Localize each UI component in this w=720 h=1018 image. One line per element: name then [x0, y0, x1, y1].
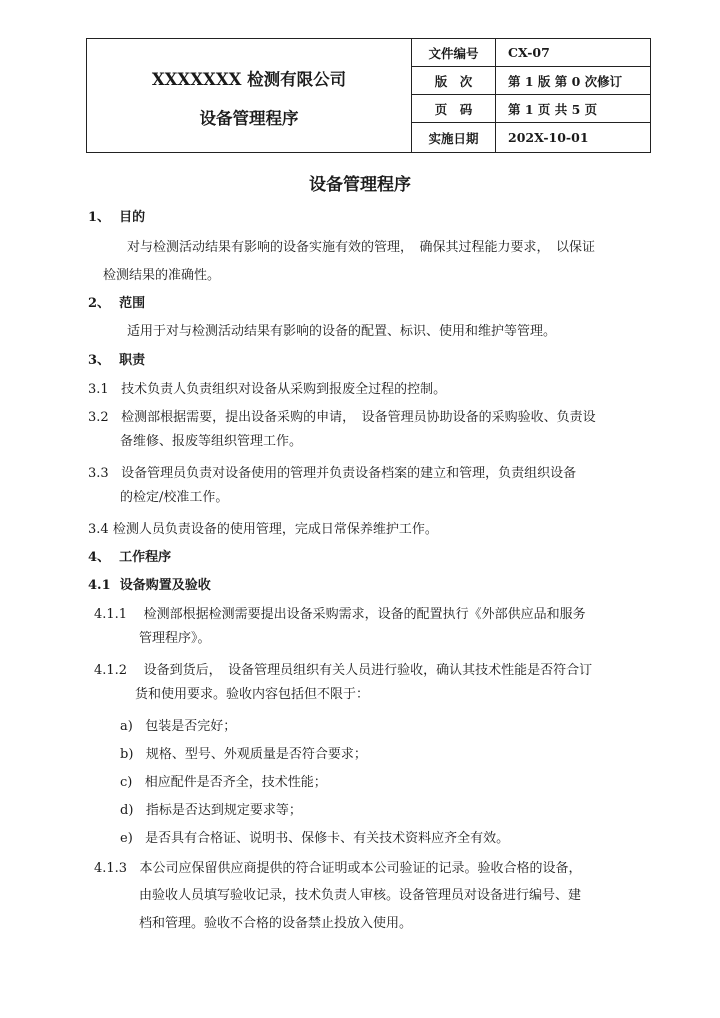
header-value: 第 1 页 共 5 页: [508, 101, 598, 117]
header-left-cell: [87, 39, 412, 152]
subsection-4-1-heading: [88, 574, 211, 593]
header-doc-name: 设备管理程序: [199, 109, 299, 128]
item-marker: e): [120, 831, 133, 846]
item-text: 设备管理员负责对设备使用的管理并负责设备档案的建立和管理，负责组织设备: [121, 466, 577, 481]
item-number: 4.1.2: [94, 663, 128, 678]
list-item-3-3: [88, 462, 576, 481]
section-1-heading: [88, 206, 145, 225]
header-value: 第 1 版 第 0 次修订: [508, 73, 623, 89]
list-item-3-2: [88, 406, 596, 425]
item-number: 3.4: [88, 522, 109, 537]
item-text: 规格、型号、外观质量是否符合要求；: [145, 747, 367, 762]
list-item-4-1-2: [94, 659, 592, 678]
item-text: 检测部根据检测需要提出设备采购需求，设备的配置执行《外部供应品和服务: [143, 607, 586, 622]
item-number: 4.1.1: [94, 607, 128, 622]
header-value: CX-07: [508, 45, 550, 60]
paragraph-line: 备维修、报废等组织管理工作。: [120, 434, 303, 449]
item-number: 3.1: [88, 382, 109, 397]
item-number: 3.2: [88, 410, 109, 425]
section-4-heading: [88, 546, 171, 565]
checklist-item-e: [120, 827, 509, 846]
item-text: 相应配件是否齐全，技术性能；: [144, 775, 327, 790]
paragraph-line: 由验收人员填写验收记录，技术负责人审核。设备管理员对设备进行编号、建: [139, 888, 582, 903]
list-item-3-4: [88, 518, 438, 537]
checklist-item-b: [120, 743, 367, 762]
paragraph-line: 管理程序》。: [139, 631, 211, 646]
list-item-3-1: [88, 378, 446, 397]
header-key: 实施日期: [412, 123, 496, 152]
section-title: 目的: [119, 210, 146, 225]
checklist-item-c: [120, 771, 327, 790]
header-key: 页 码: [412, 95, 496, 122]
paragraph-line: 适用于对与检测活动结果有影响的设备的配置、标识、使用和维护等管理。: [127, 324, 557, 339]
item-text: 本公司应保留供应商提供的符合证明或本公司验证的记录。验收合格的设备，: [139, 861, 582, 876]
item-text: 包装是否完好；: [145, 719, 237, 734]
document-header-table: [86, 38, 651, 153]
item-marker: a): [120, 719, 133, 734]
item-number: 4.1.3: [94, 861, 128, 876]
item-text: 检测部根据需要，提出设备采购的申请， 设备管理员协助设备的采购验收、负责设: [121, 410, 596, 425]
checklist-item-d: [120, 799, 302, 818]
header-row-effective-date: [412, 123, 650, 152]
paragraph-line: 对与检测活动结果有影响的设备实施有效的管理， 确保其过程能力要求， 以保证: [127, 240, 596, 255]
list-item-4-1-3: [94, 857, 582, 876]
section-3-heading: [88, 349, 145, 368]
section-title: 范围: [119, 296, 146, 311]
section-title: 职责: [119, 353, 146, 368]
paragraph-line: 检测结果的准确性。: [103, 268, 221, 283]
section-number: 4、: [88, 550, 111, 565]
header-key: 版 次: [412, 67, 496, 94]
subsection-number: 4.1: [88, 578, 111, 593]
document-title: 设备管理程序: [309, 175, 411, 195]
paragraph-line: 档和管理。验收不合格的设备禁止投放入使用。: [139, 916, 413, 931]
item-number: 3.3: [88, 466, 109, 481]
item-marker: d): [120, 803, 134, 818]
header-key: 文件编号: [412, 39, 496, 66]
section-2-heading: [88, 292, 145, 311]
company-name: XXXXXXX 检测有限公司: [151, 70, 347, 89]
header-row-version: [412, 67, 650, 95]
item-text: 技术负责人负责组织对设备从采购到报废全过程的控制。: [121, 382, 447, 397]
item-marker: b): [120, 747, 134, 762]
item-text: 是否具有合格证、说明书、保修卡、有关技术资料应齐全有效。: [145, 831, 510, 846]
section-number: 1、: [88, 210, 111, 225]
section-number: 2、: [88, 296, 111, 311]
paragraph-line: 的检定/校准工作。: [120, 490, 229, 505]
item-text: 指标是否达到规定要求等；: [145, 803, 302, 818]
header-value: 202X-10-01: [508, 130, 589, 145]
paragraph-line: 货和使用要求。验收内容包括但不限于：: [135, 687, 370, 702]
item-text: 检测人员负责设备的使用管理，完成日常保养维护工作。: [112, 522, 438, 537]
item-text: 设备到货后， 设备管理员组织有关人员进行验收，确认其技术性能是否符合订: [143, 663, 593, 678]
checklist-item-a: [120, 715, 236, 734]
section-number: 3、: [88, 353, 111, 368]
list-item-4-1-1: [94, 603, 586, 622]
header-row-doc-number: [412, 39, 650, 67]
section-title: 工作程序: [119, 550, 172, 565]
subsection-title: 设备购置及验收: [119, 578, 211, 593]
header-row-page: [412, 95, 650, 123]
item-marker: c): [120, 775, 133, 790]
